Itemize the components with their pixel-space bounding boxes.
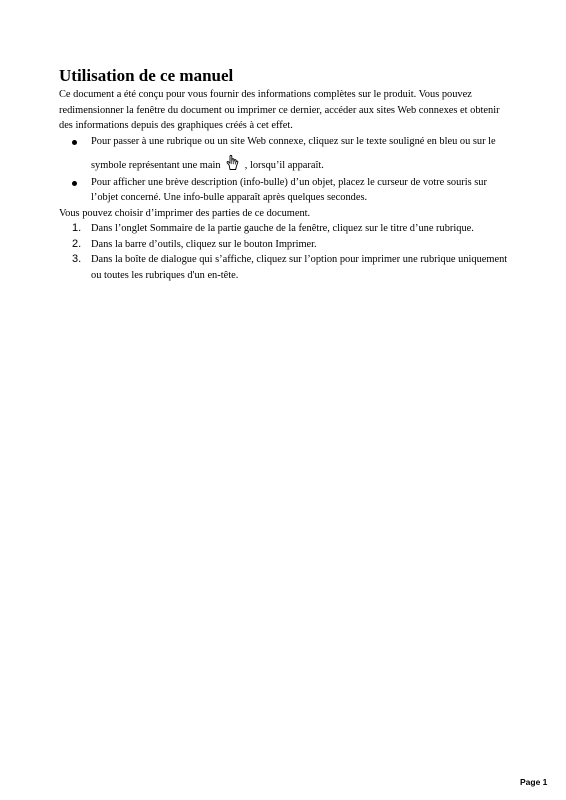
page-number: Page 1 (520, 777, 548, 787)
bullet-line-2-after-icon: , lorsqu’il apparaît. (244, 160, 324, 171)
step-text: Dans la barre d’outils, cliquez sur le bouton Imprimer. (91, 238, 317, 250)
numbered-item (59, 237, 514, 253)
step-number: 3. (72, 253, 82, 265)
bullet-marker (72, 140, 77, 145)
document-content (59, 66, 514, 283)
bullet-line-2 (91, 154, 514, 174)
bullet-text: Pour afficher une brève description (info-bulle) d’un objet, placez le curseur de votre souris sur l’objet concerné. Une info-bulle apparaît après quelques secondes. (91, 176, 487, 203)
bullet-line-1: Pour passer à une rubrique ou un site Web connexe, cliquez sur le texte souligné en bleu ou sur le (91, 135, 496, 147)
intro-paragraph: Ce document a été conçu pour vous fournir des informations complètes sur le produit. Vous pouvez redimensionner la fenêtre du document ou imprimer ce dernier, accéder aux sites Web connexes et obtenir des informations depuis des graphiques créés à cet effet. (59, 89, 500, 131)
step-text: Dans l’onglet Sommaire de la partie gauche de la fenêtre, cliquez sur le titre d’une rubrique. (91, 223, 474, 234)
numbered-item (59, 252, 514, 283)
numbered-list (59, 221, 514, 283)
numbered-item (59, 221, 514, 237)
bullet-list (59, 134, 514, 206)
bullet-item-tooltip (59, 175, 514, 206)
bullet-marker (72, 181, 77, 186)
bullet-item-navigation (59, 134, 514, 174)
bullet-line-2-before-icon: symbole représentant une main (91, 160, 221, 171)
hand-cursor-icon (225, 154, 240, 171)
step-number: 2. (72, 237, 82, 250)
step-number: 1. (72, 222, 82, 234)
page-title: Utilisation de ce manuel (59, 66, 234, 85)
print-intro-paragraph: Vous pouvez choisir d’imprimer des parties de ce document. (59, 207, 311, 219)
step-text: Dans la boîte de dialogue qui s’affiche, cliquez sur l’option pour imprimer une rubrique uniquement ou toutes les rubriques d'un en-tête. (91, 254, 508, 281)
